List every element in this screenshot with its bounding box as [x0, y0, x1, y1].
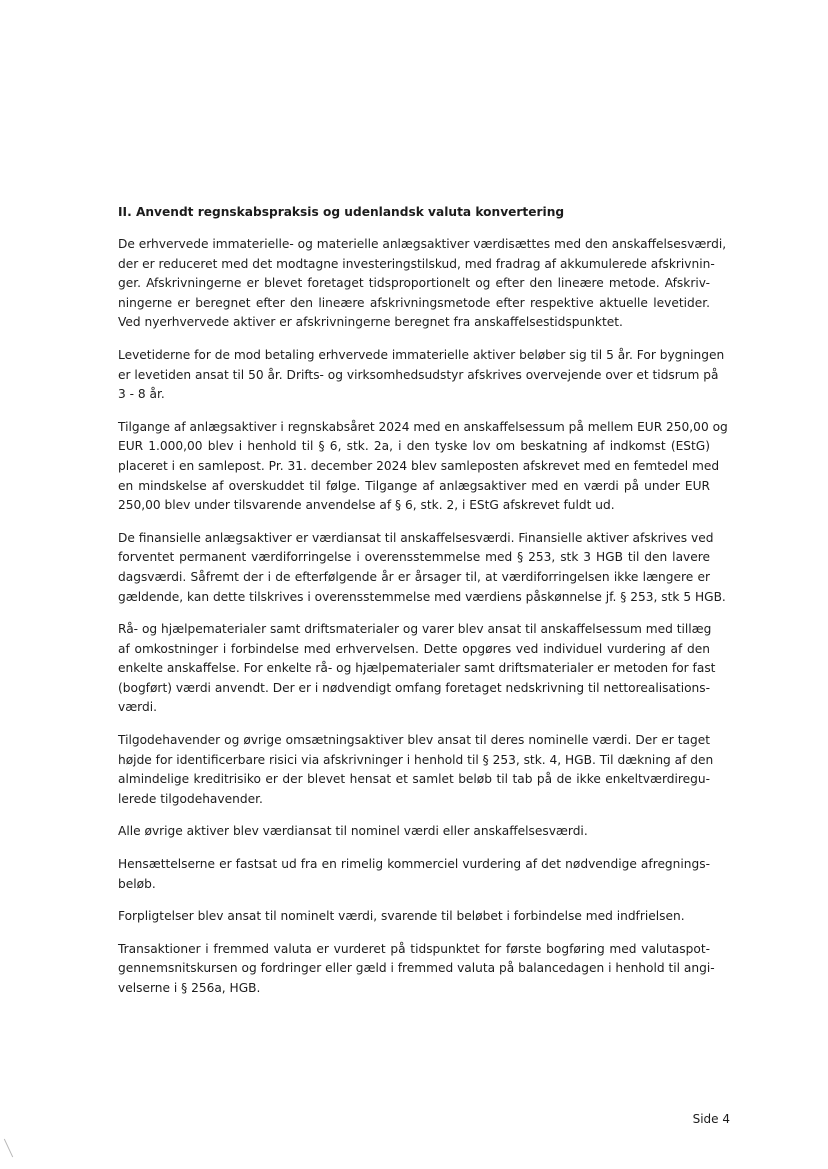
paragraph-provisions [118, 855, 710, 894]
paragraph-line: Levetiderne for de mod betaling erhvervede immaterielle aktiver beløber sig til 5 år. For bygningen [118, 347, 725, 362]
paragraph-line: 3 - 8 år. [118, 387, 165, 402]
paragraph-line: Hensættelserne er fastsat ud fra en rimelig kommerciel vurdering af det nødvendige afregnings- [118, 857, 710, 872]
paragraph-line: Ved nyerhvervede aktiver er afskrivningerne beregnet fra anskaffelsestidspunktet. [118, 315, 623, 330]
paragraph-line: Transaktioner i fremmed valuta er vurderet på tidspunktet for første bogføring med valutaspot- [118, 941, 710, 956]
paragraph-line: placeret i en samlepost. Pr. 31. december 2024 blev samleposten afskrevet med en femtedel med [118, 458, 720, 473]
paragraph-other-assets [118, 822, 710, 842]
paragraph-line: ger. Afskrivningerne er blevet foretaget tidsproportionelt og efter den lineære metode. Afskriv- [118, 276, 710, 291]
paragraph-line: ningerne er beregnet efter den lineære afskrivningsmetode efter respektive aktuelle levetider. [118, 295, 710, 310]
paragraph-line: De erhvervede immaterielle- og materielle anlægsaktiver værdisættes med den anskaffelsesværdi, [118, 237, 727, 251]
paragraph-line: Forpligtelser blev ansat til nominelt værdi, svarende til beløbet i forbindelse med indfrielsen. [118, 909, 685, 924]
paragraph-foreign-currency [118, 940, 715, 999]
paragraph-line: Tilgange af anlægsaktiver i regnskabsåret 2024 med en anskaffelsessum på mellem EUR 250,00 og [118, 419, 728, 434]
paragraph-line: af omkostninger i forbindelse med erhvervelsen. Dette opgøres ved individuel vurdering af den [118, 641, 710, 656]
paragraph-line: forventet permanent værdiforringelse i overensstemmelse med § 253, stk 3 HGB til den lavere [118, 550, 710, 565]
section-content [118, 203, 728, 1012]
paragraph-line: Rå- og hjælpematerialer samt driftsmaterialer og varer blev ansat til anskaffelsessum med tillæg [118, 622, 712, 637]
paragraph-line: gennemsnitskursen og fordringer eller gæld i fremmed valuta på balancedagen i henhold til angi- [118, 961, 715, 976]
paragraph-receivables [118, 731, 714, 809]
paragraph-line: værdi. [118, 700, 157, 715]
section-heading: II. Anvendt regnskabspraksis og udenlandsk valuta konvertering [118, 205, 565, 219]
paragraph-line: enkelte anskaffelse. For enkelte rå- og hjælpematerialer samt driftsmaterialer er metoden for fast [118, 661, 716, 676]
paragraph-depreciation [118, 235, 727, 333]
paragraph-line: gældende, kan dette tilskrives i overensstemmelse med værdiens påskønnelse jf. § 253, stk 5 HGB. [118, 589, 726, 604]
paragraph-line: Tilgodehavender og øvrige omsætningsaktiver blev ansat til deres nominelle værdi. Der er taget [118, 733, 710, 748]
paragraph-line: der er reduceret med det modtagne investeringstilskud, med fradrag af akkumulerede afskrivnin- [118, 256, 715, 271]
paragraph-useful-lives [118, 346, 725, 405]
paragraph-line: (bogført) værdi anvendt. Der er i nødvendigt omfang foretaget nedskrivning til nettorealisations- [118, 680, 711, 695]
paragraph-inventories [118, 620, 716, 718]
paragraph-line: højde for identificerbare risici via afskrivninger i henhold til § 253, stk. 4, HGB. Til dækning af den [118, 752, 714, 767]
paragraph-line: EUR 1.000,00 blev i henhold til § 6, stk. 2a, i den tyske lov om beskatning af indkomst (EStG) [118, 439, 710, 454]
paragraph-line: beløb. [118, 876, 156, 891]
page-number: Side 4 [692, 1112, 730, 1126]
paragraph-financial-assets [118, 529, 726, 607]
scan-mark [4, 1139, 13, 1158]
paragraph-line: velserne i § 256a, HGB. [118, 981, 261, 995]
paragraph-line: lerede tilgodehavender. [118, 791, 263, 806]
paragraph-asset-additions [118, 418, 728, 516]
paragraph-line: er levetiden ansat til 50 år. Drifts- og virksomhedsudstyr afskrives overvejende over et tidsrum på [118, 367, 719, 382]
paragraph-line: almindelige kreditrisiko er der blevet hensat et samlet beløb til tab på de ikke enkeltværdiregu- [118, 772, 710, 787]
paragraph-liabilities [118, 907, 710, 927]
paragraph-line: Alle øvrige aktiver blev værdiansat til nominel værdi eller anskaffelsesværdi. [118, 824, 588, 839]
paragraph-line: De finansielle anlægsaktiver er værdiansat til anskaffelsesværdi. Finansielle aktiver afskrives ved [118, 530, 714, 545]
paragraph-line: en mindskelse af overskuddet til følge. Tilgange af anlægsaktiver med en værdi på under EUR [118, 478, 710, 493]
paragraph-line: dagsværdi. Såfremt der i de efterfølgende år er årsager til, at værdiforringelsen ikke længere er [118, 569, 710, 584]
paragraph-line: 250,00 blev under tilsvarende anvendelse af § 6, stk. 2, i EStG afskrevet fuldt ud. [118, 498, 615, 513]
